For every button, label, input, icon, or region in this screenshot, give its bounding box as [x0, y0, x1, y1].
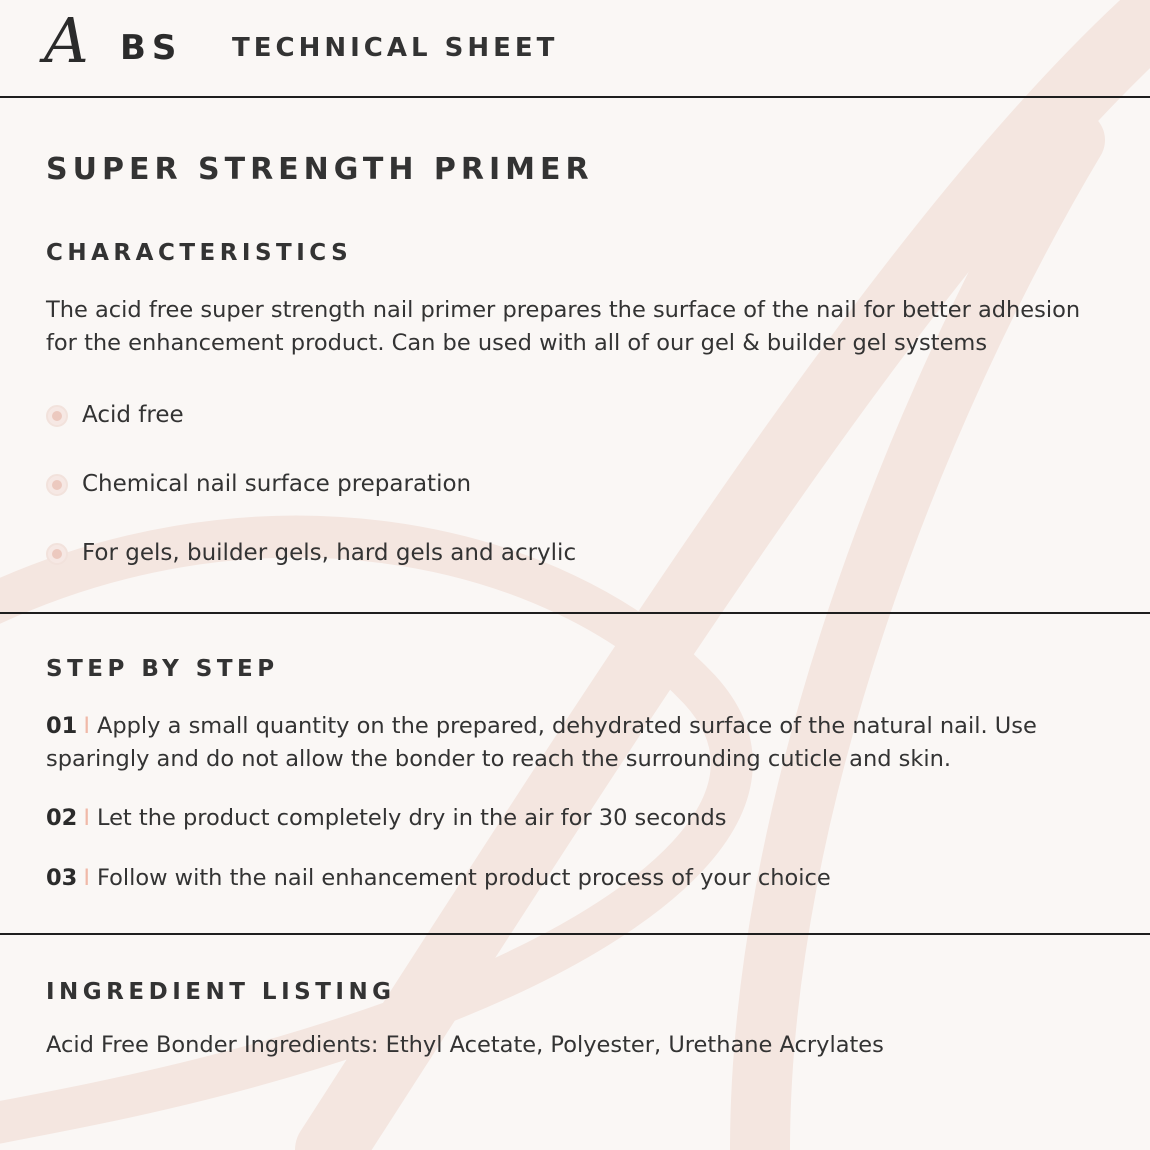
step-text: Apply a small quantity on the prepared, dehydrated surface of the natural nail. Use sparingly and do not allow the bonder to reach the surrounding cuticle and skin.	[46, 713, 1037, 772]
step-number: 01	[46, 713, 78, 739]
pink-dot-icon	[46, 543, 68, 565]
pink-dot-icon	[46, 474, 68, 496]
characteristics-heading: CHARACTERISTICS	[46, 240, 353, 266]
step-text: Follow with the nail enhancement product process of your choice	[96, 865, 831, 891]
document-type-label: TECHNICAL SHEET	[232, 33, 559, 63]
step-item	[46, 710, 1106, 776]
bullet-text: For gels, builder gels, hard gels and acrylic	[82, 540, 577, 566]
step-separator: I	[83, 865, 90, 891]
step-number: 03	[46, 865, 78, 891]
abs-logo	[44, 4, 194, 80]
step-number: 02	[46, 805, 78, 831]
section-divider	[0, 612, 1150, 614]
step-text: Let the product completely dry in the air for 30 seconds	[96, 805, 727, 831]
ingredients-text: Acid Free Bonder Ingredients: Ethyl Acetate, Polyester, Urethane Acrylates	[46, 1032, 884, 1058]
pink-dot-icon	[46, 405, 68, 427]
bullet-text: Chemical nail surface preparation	[82, 471, 472, 497]
logo-script-letter: A	[44, 4, 89, 77]
ingredients-heading: INGREDIENT LISTING	[46, 979, 396, 1005]
bullet-text: Acid free	[82, 402, 184, 428]
product-title: SUPER STRENGTH PRIMER	[46, 152, 594, 187]
step-separator: I	[83, 805, 90, 831]
characteristics-description: The acid free super strength nail primer prepares the surface of the nail for better adhesion for the enhancement product. Can be used with all of our gel & builder gel systems	[46, 297, 1081, 356]
step-item	[46, 802, 1106, 835]
steps-heading: STEP BY STEP	[46, 656, 279, 682]
logo-letters: BS	[120, 28, 183, 68]
step-separator: I	[83, 713, 90, 739]
section-divider	[0, 933, 1150, 935]
page-header	[0, 0, 1150, 98]
step-item	[46, 862, 1106, 895]
